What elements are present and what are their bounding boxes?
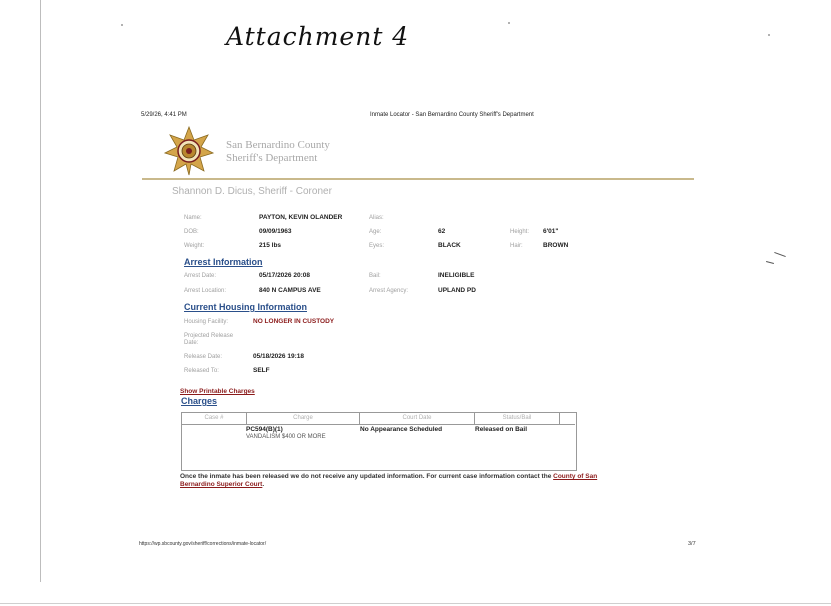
show-printable-charges-link[interactable]: Show Printable Charges	[180, 388, 255, 395]
sheriff-star-badge-icon	[164, 126, 214, 176]
charges-heading: Charges	[181, 396, 218, 406]
inmate-eyes: BLACK	[438, 242, 461, 249]
scan-speck	[768, 34, 770, 36]
arrest-date: 05/17/2026 20:08	[259, 272, 310, 279]
inmate-height: 6'01"	[543, 228, 559, 235]
charges-table	[181, 412, 577, 471]
height-label: Height:	[510, 229, 530, 235]
eyes-label: Eyes:	[369, 243, 385, 249]
inmate-age: 62	[438, 228, 446, 235]
agency-name-line2: Sheriff's Department	[226, 152, 318, 164]
release-notice-text: Once the inmate has been released we do not receive any updated information. For current case information contact the	[180, 473, 552, 480]
inmate-dob: 09/09/1963	[259, 228, 292, 235]
name-label: Name:	[184, 215, 202, 221]
projected-release-label-line1: Projected Release	[184, 333, 234, 339]
charges-column-header: Case #	[182, 413, 247, 425]
bail-value: INELIGIBLE	[438, 272, 475, 279]
superior-court-link[interactable]: County of San Bernardino Superior Court	[180, 473, 598, 488]
court-date: No Appearance Scheduled	[360, 426, 443, 433]
release-date-label: Release Date:	[184, 354, 223, 360]
housing-information-heading: Current Housing Information	[184, 302, 307, 312]
hair-label: Hair:	[510, 243, 523, 249]
cut-off-row	[182, 202, 482, 205]
charges-column-header: Status/Bail	[475, 413, 560, 425]
age-label: Age:	[369, 229, 382, 235]
arrest-location-label: Arrest Location:	[184, 288, 227, 294]
arrest-agency: UPLAND PD	[438, 287, 476, 294]
handwritten-note: Attachment 4	[226, 22, 410, 51]
scan-speck	[508, 22, 510, 24]
scan-mark	[774, 252, 786, 257]
print-date: 5/29/26, 4:41 PM	[141, 112, 187, 118]
charges-column-header: Court Date	[360, 413, 475, 425]
alias-label: Alias:	[369, 215, 384, 221]
weight-label: Weight:	[184, 243, 205, 249]
arrest-location: 840 N CAMPUS AVE	[259, 287, 321, 294]
header-rule	[142, 178, 694, 180]
projected-release-label-line2: Date:	[184, 340, 199, 346]
dob-label: DOB:	[184, 229, 199, 235]
charges-column-header: Charge	[247, 413, 360, 425]
scan-mark	[766, 261, 774, 264]
print-footer-url: https://wp.sbcounty.gov/sheriff/corrections/inmate-locator/	[139, 541, 267, 547]
housing-facility-label: Housing Facility:	[184, 319, 229, 325]
agency-name-line1: San Bernardino County	[226, 139, 330, 151]
arrest-agency-label: Arrest Agency:	[369, 288, 409, 294]
agency-name	[226, 139, 330, 165]
sheriff-name: Shannon D. Dicus, Sheriff - Coroner	[172, 186, 332, 197]
release-notice-end: .	[262, 481, 265, 488]
inmate-weight: 215 lbs	[259, 242, 282, 249]
charge-code: PC594(B)(1)	[246, 426, 283, 433]
scan-page-edge	[40, 0, 41, 582]
scan-bottom-edge	[0, 603, 831, 604]
charge-description: VANDALISM $400 OR MORE	[246, 434, 326, 440]
projected-release-label	[184, 333, 233, 347]
released-to: SELF	[253, 367, 270, 374]
arrest-date-label: Arrest Date:	[184, 273, 217, 279]
arrest-information-heading: Arrest Information	[184, 257, 263, 267]
charge-status: Released on Bail	[475, 426, 528, 433]
scan-speck	[121, 24, 123, 26]
bail-label: Bail:	[369, 273, 381, 279]
print-title: Inmate Locator - San Bernardino County Sheriff's Department	[370, 112, 534, 118]
release-notice	[180, 473, 600, 489]
release-date: 05/18/2026 19:18	[253, 353, 304, 360]
print-page-number: 3/7	[688, 541, 696, 547]
inmate-name: PAYTON, KEVIN OLANDER	[259, 214, 343, 221]
housing-facility: NO LONGER IN CUSTODY	[253, 318, 335, 325]
charges-column-header-blank	[560, 413, 575, 425]
inmate-hair: BROWN	[543, 242, 569, 249]
released-to-label: Released To:	[184, 368, 219, 374]
